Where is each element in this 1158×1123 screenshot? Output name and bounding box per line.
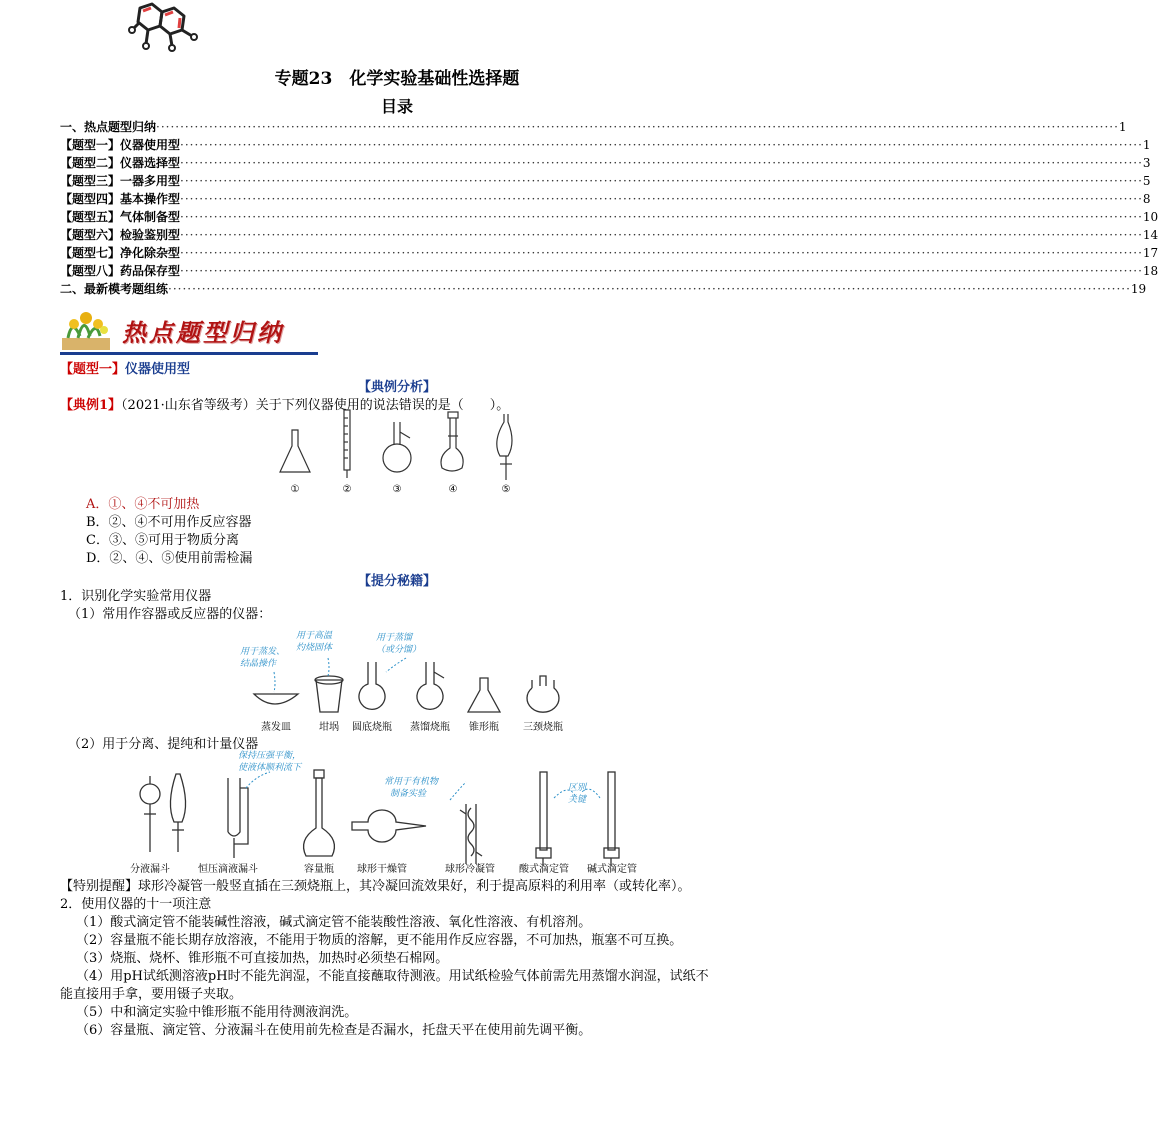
toc-page: 14 bbox=[1142, 228, 1158, 242]
toc-leader: ········································································································································································································ bbox=[180, 138, 1143, 152]
option-a[interactable]: A．①、④不可加热 bbox=[86, 497, 200, 512]
instrument-caption: 蒸发皿 bbox=[261, 722, 291, 733]
toc-leader: ········································································································································································································ bbox=[180, 228, 1143, 242]
toc-leader: ········································································································································································································ bbox=[180, 264, 1143, 278]
handwritten-annotation: 关键 bbox=[568, 795, 587, 805]
three-neck-flask-icon bbox=[527, 676, 559, 712]
option-d[interactable]: D．②、④、⑤使用前需检漏 bbox=[86, 551, 253, 566]
usage-note: （1）酸式滴定管不能装碱性溶液，碱式滴定管不能装酸性溶液、氧化性溶液、有机溶剂。 bbox=[76, 915, 592, 930]
section-1-1-heading: （1）常用作容器或反应器的仪器： bbox=[68, 607, 272, 622]
separatory-funnel-icon bbox=[497, 414, 512, 456]
instrument-caption: 酸式滴定管 bbox=[519, 864, 569, 875]
option-c[interactable]: C．③、⑤可用于物质分离 bbox=[86, 533, 239, 548]
section-banner-title: 热点题型归纳 bbox=[122, 318, 284, 347]
answer-options bbox=[86, 496, 252, 568]
handwritten-annotation: 常用于有机物 bbox=[384, 777, 439, 787]
instrument-caption: 分液漏斗 bbox=[130, 864, 170, 875]
toc-title: 目录 bbox=[380, 97, 413, 116]
table-of-contents bbox=[60, 118, 1158, 298]
toc-page: 17 bbox=[1142, 246, 1158, 260]
volumetric-flask-icon bbox=[304, 778, 335, 856]
base-burette-icon bbox=[608, 772, 615, 850]
usage-note: （5）中和滴定实验中锥形瓶不能用待测液润洗。 bbox=[76, 1005, 358, 1020]
type-one-label: 仪器使用型 bbox=[125, 362, 191, 377]
special-reminder bbox=[60, 878, 740, 896]
toc-leader: ········································································································································································································ bbox=[156, 120, 1119, 134]
instrument-caption: 碱式滴定管 bbox=[587, 864, 637, 875]
toc-label: 【题型二】仪器选择型 bbox=[60, 156, 181, 170]
round-bottom-flask-icon bbox=[359, 662, 385, 709]
toc-page: 1 bbox=[1118, 120, 1127, 134]
toc-label: 【题型三】一器多用型 bbox=[60, 174, 181, 188]
toc-row[interactable] bbox=[60, 280, 1147, 298]
handwritten-annotation: 用于高温 bbox=[296, 631, 333, 641]
toc-label: 【题型七】净化除杂型 bbox=[60, 246, 181, 260]
toc-page: 3 bbox=[1142, 156, 1151, 170]
instrument-caption: 坩埚 bbox=[319, 722, 339, 733]
usage-note: （6）容量瓶、滴定管、分液漏斗在使用前先检查是否漏水，托盘天平在使用前先调平衡。 bbox=[76, 1023, 592, 1038]
conical-flask-icon bbox=[280, 430, 310, 472]
instrument-caption: 恒压滴液漏斗 bbox=[198, 864, 258, 875]
drying-tube-icon bbox=[352, 810, 426, 842]
toc-row[interactable] bbox=[60, 136, 1151, 154]
toc-page: 19 bbox=[1130, 282, 1147, 296]
toc-leader: ········································································································································································································ bbox=[180, 246, 1143, 260]
instrument-caption: 锥形瓶 bbox=[469, 722, 499, 733]
tips-heading: 【提分秘籍】 bbox=[357, 574, 436, 589]
toc-leader: ········································································································································································································ bbox=[168, 282, 1131, 296]
pear-funnel-icon bbox=[170, 774, 185, 822]
toc-row[interactable] bbox=[60, 208, 1158, 226]
section-1-heading: 1．识别化学实验常用仪器 bbox=[60, 589, 212, 604]
instrument-caption: 球形冷凝管 bbox=[445, 864, 495, 875]
instrument-number-label: ⑤ bbox=[501, 484, 511, 495]
instrument-number-label: ② bbox=[342, 484, 352, 495]
toc-row[interactable] bbox=[60, 190, 1151, 208]
toc-label: 【题型六】检验鉴别型 bbox=[60, 228, 181, 242]
pressure-equalizing-funnel-icon bbox=[228, 778, 248, 858]
toc-page: 8 bbox=[1142, 192, 1151, 206]
toc-leader: ········································································································································································································ bbox=[180, 156, 1143, 170]
volumetric-flask-icon bbox=[441, 418, 463, 471]
handwritten-annotation: 灼烧固体 bbox=[296, 643, 333, 653]
usage-note: （4）用pH试纸测溶液pH时不能先润湿，不能直接蘸取待测液。用试纸检验气体前需先用蒸馏水润湿，试纸不 bbox=[76, 969, 709, 984]
toc-leader: ········································································································································································································ bbox=[180, 174, 1143, 188]
erlenmeyer-flask-icon bbox=[468, 678, 500, 712]
instrument-figure-1 bbox=[272, 408, 532, 498]
acid-burette-icon bbox=[540, 772, 547, 850]
example-text: （2021·山东省等级考）关于下列仪器使用的说法错误的是（ ）。 bbox=[121, 398, 510, 413]
toc-label: 一、热点题型归纳 bbox=[60, 120, 157, 134]
toc-page: 5 bbox=[1142, 174, 1151, 188]
distillation-flask-icon bbox=[383, 444, 411, 472]
example-tag: 【典例1】 bbox=[60, 398, 122, 413]
type-one-bracket: 【题型一】 bbox=[60, 362, 126, 377]
handwritten-annotation: 用于蒸发、 bbox=[240, 647, 286, 657]
special-tag: 【特别提醒】 bbox=[60, 879, 139, 894]
toc-label: 【题型一】仪器使用型 bbox=[60, 138, 181, 152]
burette-icon bbox=[344, 410, 350, 470]
banner-underline bbox=[60, 352, 318, 355]
toc-row[interactable] bbox=[60, 118, 1127, 136]
type-one-heading bbox=[60, 358, 190, 377]
document-title: 专题23 化学实验基础性选择题 bbox=[274, 69, 520, 89]
handwritten-annotation: 结晶操作 bbox=[240, 659, 277, 669]
instrument-number-label: ④ bbox=[448, 484, 458, 495]
toc-label: 【题型四】基本操作型 bbox=[60, 192, 181, 206]
analysis-heading: 【典例分析】 bbox=[357, 380, 436, 395]
special-text: 球形冷凝管一般竖直插在三颈烧瓶上，其冷凝回流效果好，利于提高原料的利用率（或转化率）。 bbox=[138, 879, 691, 894]
naphthalene-logo-icon bbox=[118, 0, 200, 60]
toc-row[interactable] bbox=[60, 172, 1151, 190]
toc-leader: ········································································································································································································ bbox=[180, 192, 1143, 206]
ball-separatory-funnel-icon bbox=[140, 776, 160, 852]
toc-page: 18 bbox=[1142, 264, 1158, 278]
toc-leader: ········································································································································································································ bbox=[180, 210, 1143, 224]
section-1-2-heading: （2）用于分离、提纯和计量仪器 bbox=[68, 737, 259, 752]
usage-notes bbox=[60, 914, 740, 1040]
toc-page: 10 bbox=[1142, 210, 1158, 224]
handwritten-annotation: 保持压强平衡， bbox=[238, 751, 302, 761]
usage-note: 能直接用手拿，要用镊子夹取。 bbox=[60, 987, 243, 1002]
handwritten-annotation: 使液体顺利流下 bbox=[238, 763, 302, 773]
handwritten-annotation: 区别 bbox=[568, 783, 587, 793]
handwritten-annotation: （或分馏） bbox=[376, 645, 422, 655]
toc-row[interactable] bbox=[60, 244, 1158, 262]
toc-label: 【题型五】气体制备型 bbox=[60, 210, 181, 224]
distilling-flask-icon bbox=[417, 662, 444, 709]
toc-label: 【题型八】药品保存型 bbox=[60, 264, 181, 278]
handwritten-annotation: 用于蒸馏 bbox=[376, 633, 413, 643]
instrument-number-label: ③ bbox=[392, 484, 402, 495]
toc-label: 二、最新模考题组练 bbox=[60, 282, 169, 296]
usage-note: （3）烧瓶、烧杯、锥形瓶不可直接加热，加热时必须垫石棉网。 bbox=[76, 951, 449, 966]
container-instruments-figure bbox=[236, 632, 576, 736]
toc-row[interactable] bbox=[60, 262, 1158, 280]
separation-instruments-figure bbox=[120, 748, 680, 876]
toc-row[interactable] bbox=[60, 226, 1158, 244]
handwritten-annotation: 制备实验 bbox=[390, 789, 427, 799]
crucible-icon bbox=[316, 680, 342, 712]
toc-page: 1 bbox=[1142, 138, 1151, 152]
option-b[interactable]: B．②、④不可用作反应容器 bbox=[86, 515, 252, 530]
instrument-caption: 容量瓶 bbox=[304, 864, 334, 875]
toc-row[interactable] bbox=[60, 154, 1151, 172]
instrument-caption: 蒸馏烧瓶 bbox=[410, 722, 450, 733]
instrument-number-label: ① bbox=[290, 484, 300, 495]
instrument-caption: 球形干燥管 bbox=[357, 864, 407, 875]
evaporating-dish-icon bbox=[254, 694, 298, 704]
usage-note: （2）容量瓶不能长期存放溶液，不能用于物质的溶解，更不能用作反应容器，不可加热，瓶塞不可互换。 bbox=[76, 933, 683, 948]
instrument-caption: 三颈烧瓶 bbox=[523, 722, 563, 733]
instrument-caption: 圆底烧瓶 bbox=[352, 722, 392, 733]
section-2-heading: 2．使用仪器的十一项注意 bbox=[60, 897, 212, 912]
